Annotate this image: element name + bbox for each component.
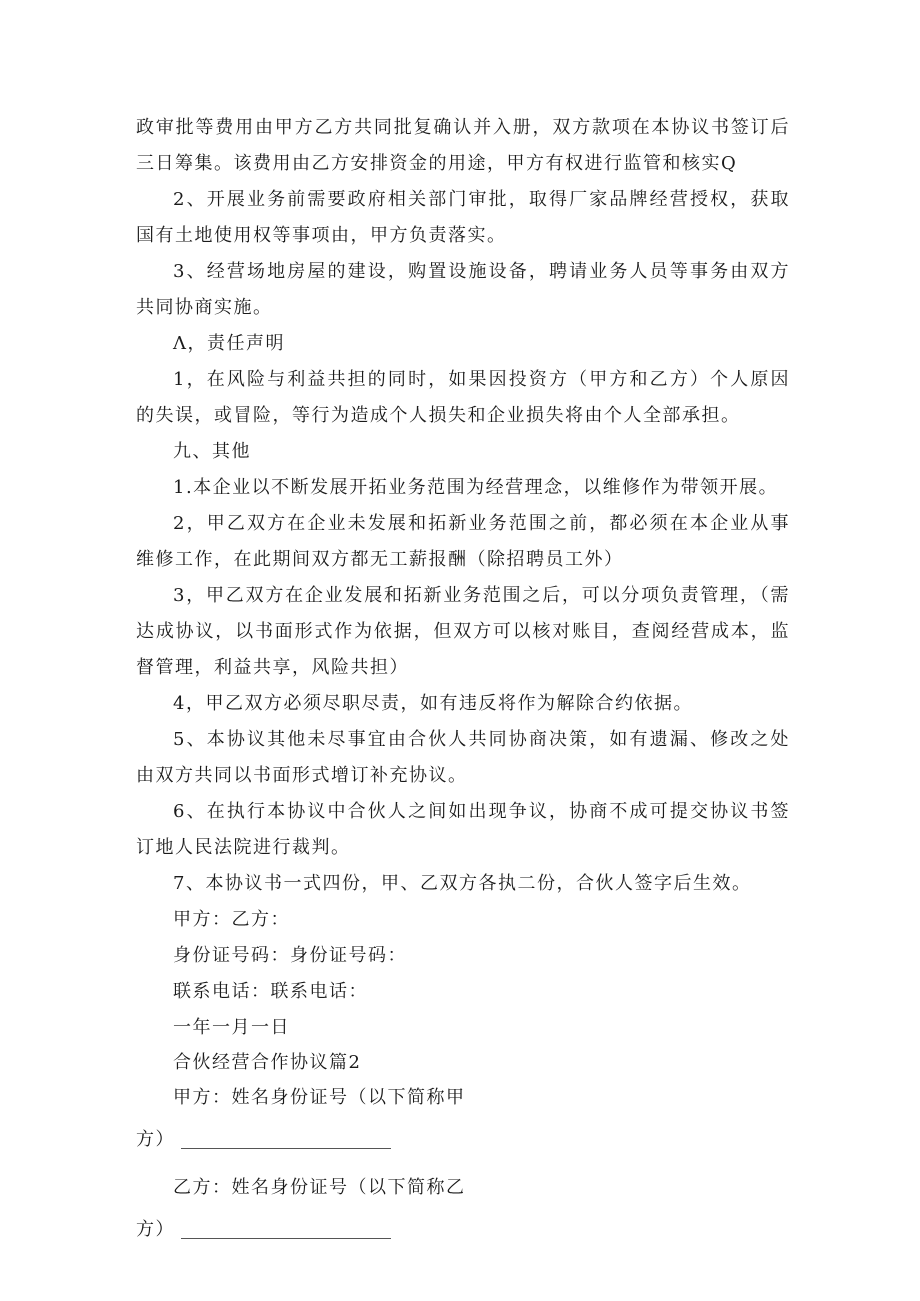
party-b-label: 乙方：姓名身份证号（以下简称乙 [173,1177,466,1198]
paragraph-other-2: 2，甲乙双方在企业未发展和拓新业务范围之前，都必须在本企业从事维修工作，在此期间双方都无工薪报酬（除招聘员工外） [136,513,790,570]
party-b-block [136,1170,790,1248]
signature-date: 一年一月一日 [173,1017,290,1038]
section-heading-other: 九、其他 [173,441,251,462]
paragraph-other-4: 4，甲乙双方必须尽职尽责，如有违反将作为解除合约依据。 [173,693,693,714]
party-a-blank-line[interactable] [181,1128,391,1149]
document-body [136,110,790,1260]
paragraph-other-5: 5、本协议其他未尽事宜由合伙人共同协商决策，如有遗漏、修改之处由双方共同以书面形式增订补充协议。 [136,729,790,786]
paragraph-liability-1: 1，在风险与利益共担的同时，如果因投资方（甲方和乙方）个人原因的失误，或冒险，等行为造成个人损失和企业损失将由个人全部承担。 [136,369,790,426]
paragraph-other-6: 6、在执行本协议中合伙人之间如出现争议，协商不成可提交协议书签订地人民法院进行裁判。 [136,801,790,858]
paragraph-other-3: 3，甲乙双方在企业发展和拓新业务范围之后，可以分项负责管理，（需达成协议，以书面形式作为依据，但双方可以核对账目，查阅经营成本，监督管理，利益共享，风险共担） [136,585,790,678]
section2-title: 合伙经营合作协议篇2 [173,1052,362,1073]
party-b-suffix: 方） [136,1219,175,1240]
section-heading-liability: Λ，责任声明 [173,333,285,354]
signature-id-numbers: 身份证号码：身份证号码： [173,945,407,966]
signature-parties: 甲方：乙方： [173,909,290,930]
party-b-continuation [136,1212,790,1248]
party-a-label: 甲方：姓名身份证号（以下简称甲 [173,1087,466,1108]
party-b-blank-line[interactable] [181,1218,391,1239]
party-a-suffix: 方） [136,1129,175,1150]
paragraph-approval-fees: 政审批等费用由甲方乙方共同批复确认并入册，双方款项在本协议书签订后三日筹集。该费用由乙方安排资金的用途，甲方有权进行监管和核实Q [136,117,790,174]
paragraph-item-3-construction: 3、经营场地房屋的建设，购置设施设备，聘请业务人员等事务由双方共同协商实施。 [136,261,790,318]
paragraph-item-2-approval: 2、开展业务前需要政府相关部门审批，取得厂家品牌经营授权，获取国有土地使用权等事项由，甲方负责落实。 [136,189,790,246]
party-a-block [136,1080,790,1158]
signature-phones: 联系电话：联系电话： [173,981,368,1002]
paragraph-other-1: 1.本企业以不断发展开拓业务范围为经营理念，以维修作为带领开展。 [173,477,779,498]
party-a-continuation [136,1122,790,1158]
paragraph-other-7: 7、本协议书一式四份，甲、乙双方各执二份，合伙人签字后生效。 [173,873,752,894]
